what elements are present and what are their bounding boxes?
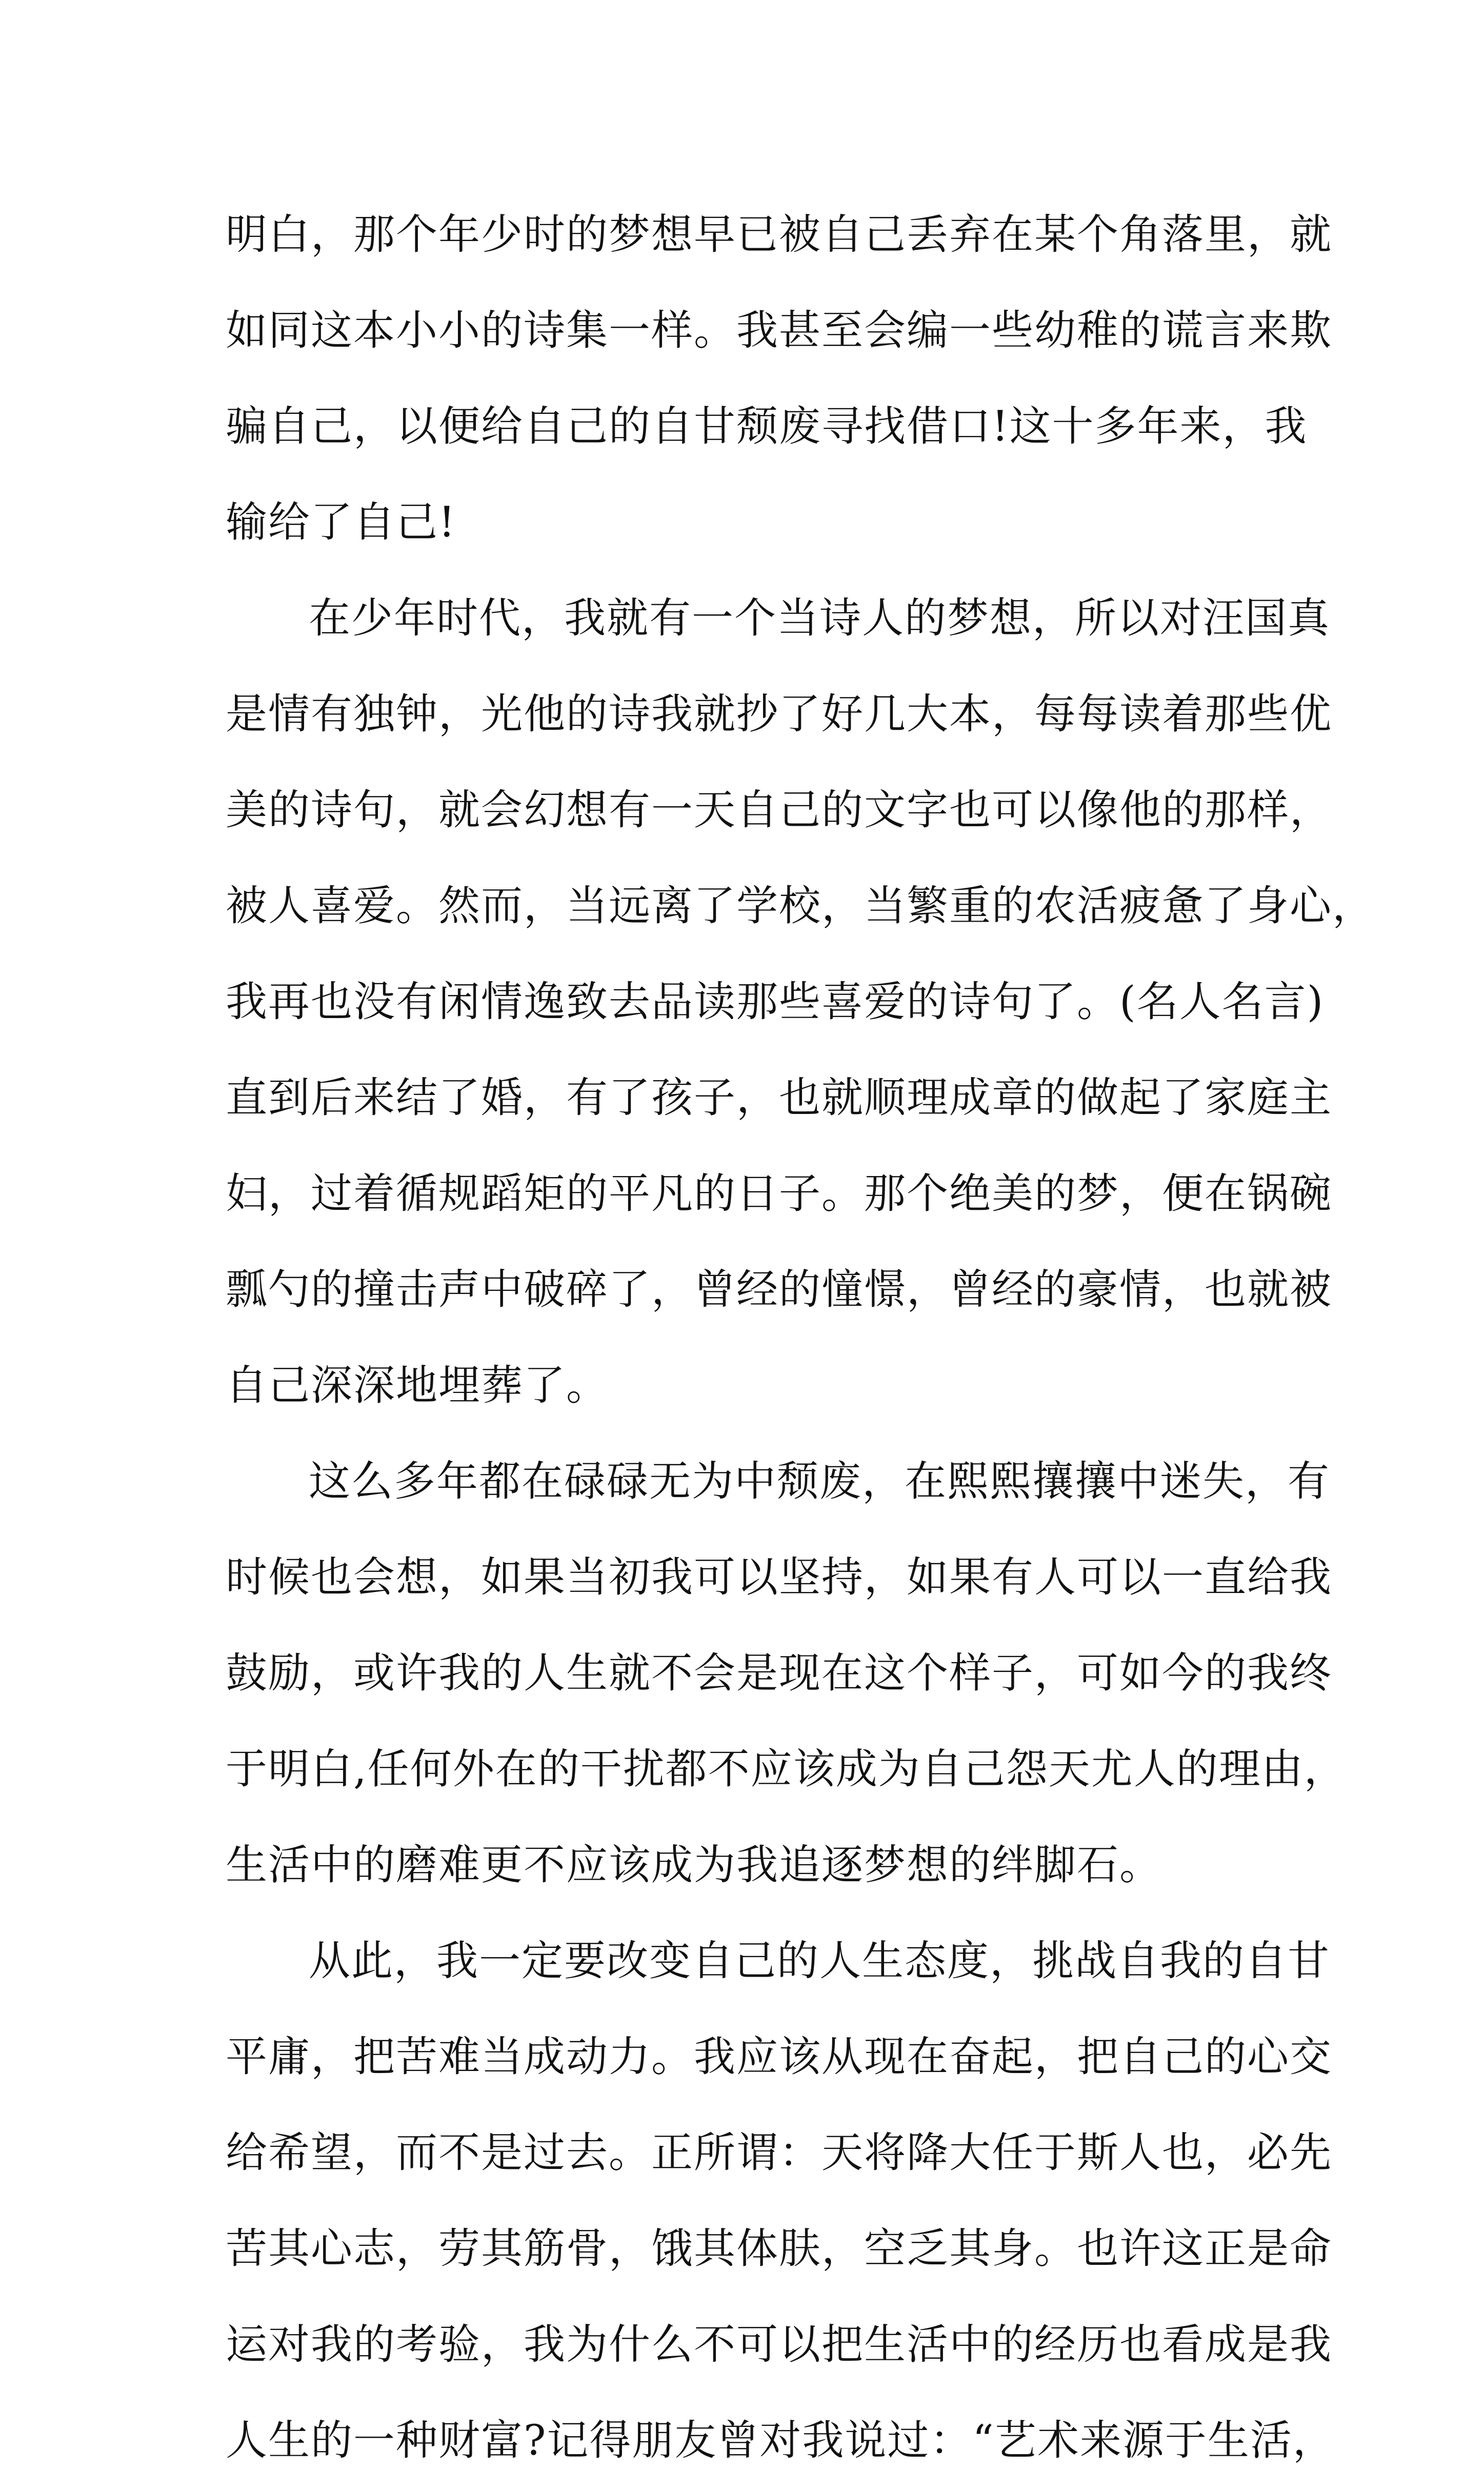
text-line: 人生的一种财富?记得朋友曾对我说过：“艺术来源于生活，: [226, 2417, 1335, 2465]
text-line: 这么多年都在碌碌无为中颓废，在熙熙攘攘中迷失，有: [309, 1458, 1331, 1506]
text-line: 直到后来结了婚，有了孩子，也就顺理成章的做起了家庭主: [226, 1074, 1333, 1122]
text-line: 瓢勺的撞击声中破碎了，曾经的憧憬，曾经的豪情，也就被: [226, 1266, 1333, 1314]
text-line: 妇，过着循规蹈矩的平凡的日子。那个绝美的梦，便在锅碗: [226, 1170, 1333, 1218]
text-line: 于明白,任何外在的干扰都不应该成为自己怨天尤人的理由，: [226, 1745, 1347, 1794]
paragraph: [226, 571, 1375, 1434]
text-line: 从此，我一定要改变自己的人生态度，挑战自我的自甘: [309, 1937, 1331, 1985]
text-line: 明白，那个年少时的梦想早已被自己丢弃在某个角落里，就: [226, 211, 1333, 259]
paragraph: [226, 1914, 1335, 2489]
text-line: 在少年时代，我就有一个当诗人的梦想，所以对汪国真: [309, 594, 1331, 643]
text-line: 运对我的考验，我为什么不可以把生活中的经历也看成是我: [226, 2321, 1333, 2369]
text-line: 自己深深地埋葬了。: [226, 1362, 609, 1410]
text-line: 给希望，而不是过去。正所谓：天将降大任于斯人也，必先: [226, 2129, 1333, 2177]
text-line: 骗自己，以便给自己的自甘颓废寻找借口!这十多年来，我: [226, 403, 1308, 451]
text-line: 我再也没有闲情逸致去品读那些喜爱的诗句了。(名人名言): [226, 978, 1325, 1026]
text-line: 苦其心志，劳其筋骨，饿其体肤，空乏其身。也许这正是命: [226, 2225, 1333, 2273]
text-line: 时候也会想，如果当初我可以坚持，如果有人可以一直给我: [226, 1554, 1333, 1602]
body-text: [226, 187, 1375, 2489]
paragraph: [226, 187, 1333, 571]
text-line: 生活中的磨难更不应该成为我追逐梦想的绊脚石。: [226, 1841, 1162, 1889]
text-line: 平庸，把苦难当成动力。我应该从现在奋起，把自己的心交: [226, 2033, 1333, 2081]
paragraph: [226, 1434, 1347, 1914]
text-line: 美的诗句，就会幻想有一天自己的文字也可以像他的那样，: [226, 786, 1333, 834]
text-line: 是情有独钟，光他的诗我就抄了好几大本，每每读着那些优: [226, 690, 1333, 739]
text-line: 输给了自己!: [226, 499, 456, 547]
text-line: 如同这本小小的诗集一样。我甚至会编一些幼稚的谎言来欺: [226, 307, 1333, 355]
text-line: 被人喜爱。然而，当远离了学校，当繁重的农活疲惫了身心，: [226, 882, 1375, 930]
text-line: 鼓励，或许我的人生就不会是现在这个样子，可如今的我终: [226, 1649, 1333, 1698]
